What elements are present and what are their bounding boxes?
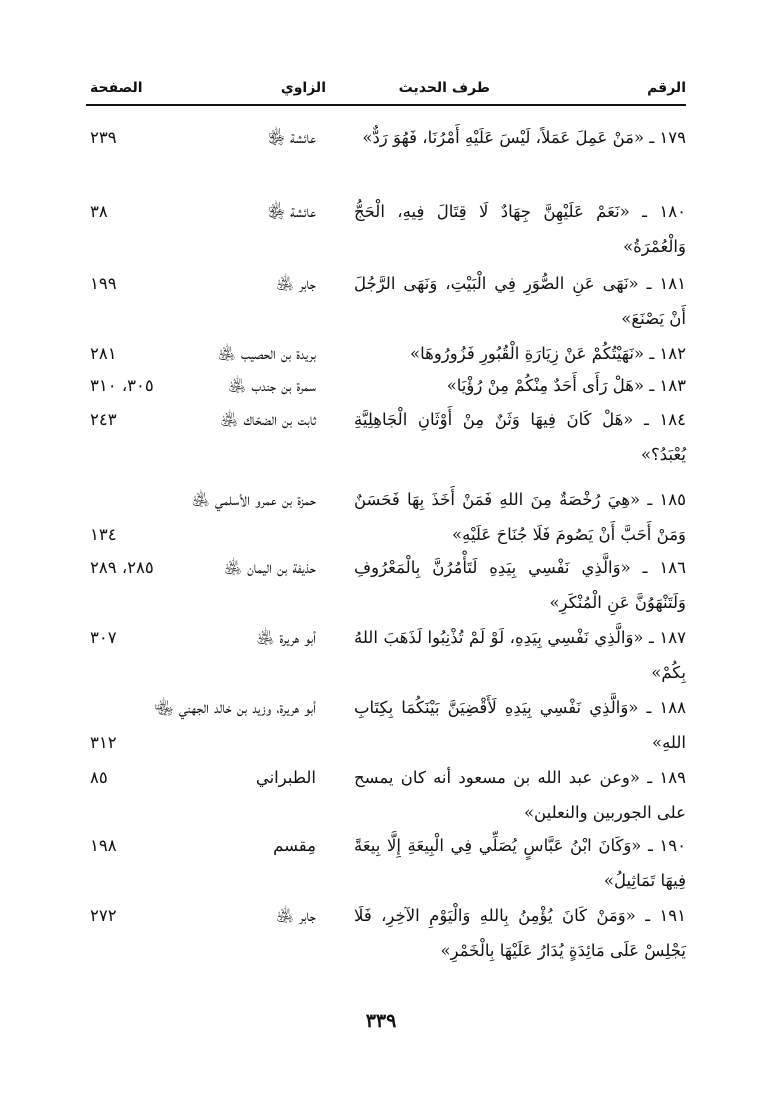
- hadith-text: ١٩١ ـ «وَمَنْ كَانَ يُؤْمِنُ بِاللهِ وَالْيَوْمِ الآخِرِ، فَلَا يَجْلِسْ عَلَى مَائِدَةٍ يُدَارُ عَلَيْهَا بِالْخَمْرِ»: [354, 906, 686, 960]
- page-number: ٣١٢: [90, 733, 117, 752]
- page-number: ١٩٨: [90, 836, 117, 855]
- hadith-text: ١٨٦ ـ «وَالَّذِي نَفْسِي بِيَدِهِ لَتَأْمُرُنَّ بِالْمَعْرُوفِ وَلَتَنْهَوُنَّ عَنِ الْمُنْكَرِ»: [354, 558, 686, 612]
- table-header: [86, 74, 686, 106]
- hadith-text: ١٨٠ ـ «نَعَمْ عَلَيْهِنَّ جِهَادٌ لَا قِتَالَ فِيهِ، الْحَجُّ وَالْعُمْرَةُ»: [354, 202, 686, 256]
- narrator: حذيفة بن اليمان ﵁: [223, 558, 316, 577]
- page-number: ٢٨٥، ٢٨٩: [90, 558, 154, 577]
- page-number: ٨٥: [90, 768, 108, 787]
- header-number: الرقم: [647, 80, 686, 96]
- header-narrator: الزاوي: [280, 80, 326, 96]
- narrator: مِقسم: [273, 836, 316, 855]
- narrator: جابر ﵁: [275, 906, 316, 925]
- page-number: ٢٤٣: [90, 410, 117, 429]
- hadith-text: ١٨٧ ـ «وَالَّذِي نَفْسِي بِيَدِهِ، لَوْ لَمْ تُذْنِبُوا لَذَهَبَ اللهُ بِكُمْ»: [354, 628, 686, 682]
- header-page: الصفحة: [90, 80, 143, 96]
- narrator: جابر ﵁: [275, 274, 316, 293]
- hadith-text: ١٨٤ ـ «هَلْ كَانَ فِيهَا وَثَنٌ مِنْ أَوْثَانِ الْجَاهِلِيَّةِ يُعْبَدُ؟»: [354, 410, 686, 464]
- page-number: ٢٧٢: [90, 906, 117, 925]
- page-number: ٢٨١: [90, 344, 117, 363]
- narrator: عائشة ﵂: [268, 202, 316, 221]
- hadith-text: ١٨٨ ـ «وَالَّذِي نَفْسِي بِيَدِهِ لَأَقْضِيَنَّ بَيْنَكُمَا بِكِتَابِ اللهِ»: [354, 698, 686, 752]
- narrator: بريدة بن الحصيب ﵁: [217, 344, 316, 363]
- narrator: ثابت بن الضحّاك ﵁: [220, 410, 316, 429]
- header-hadith: طرف الحديث: [398, 80, 490, 96]
- page-number: ٣٠٥، ٣١٠: [90, 376, 154, 395]
- narrator: عائشة ﵂: [268, 128, 316, 147]
- hadith-text: ١٨١ ـ «نَهَى عَنِ الصُّوَرِ فِي الْبَيْتِ، وَنَهَى الرَّجُلَ أَنْ يَصْنَعَ»: [354, 274, 686, 328]
- narrator: أبو هريرة، وزيد بن خالد الجهني ﵄: [154, 698, 316, 717]
- hadith-text: ١٨٥ ـ «هِيَ رُخْصَةٌ مِنَ اللهِ فَمَنْ أَخَذَ بِهَا فَحَسَنٌ وَمَنْ أَحَبَّ أَنْ يَصُومَ فَلَا جُنَاحَ عَلَيْهِ»: [354, 490, 686, 544]
- narrator: حمزة بن عمرو الأسلمي ﵁: [191, 490, 316, 509]
- page-number: ٢٣٩: [90, 128, 117, 147]
- page-number: ١٣٤: [90, 525, 117, 544]
- page-folio-number: ٣٣٩: [365, 1010, 397, 1032]
- hadith-text: ١٧٩ ـ «مَنْ عَمِلَ عَمَلاً، لَيْسَ عَلَيْهِ أَمْرُنَا، فَهُوَ رَدٌّ»: [362, 128, 686, 147]
- page-number: ٣٠٧: [90, 628, 117, 647]
- narrator: الطبراني: [255, 768, 316, 787]
- hadith-text: ١٨٢ ـ «نَهَيْتُكُمْ عَنْ زِيَارَةِ الْقُبُورِ فَزُورُوهَا»: [410, 344, 686, 363]
- narrator: أبو هريرة ﵁: [256, 628, 316, 647]
- page-number: ٣٨: [90, 202, 108, 221]
- hadith-text: ١٨٩ ـ «وعن عبد الله بن مسعود أنه كان يمسح على الجوربين والنعلين»: [354, 768, 686, 822]
- hadith-text: ١٨٣ ـ «هَلْ رَأَى أَحَدٌ مِنْكُمْ مِنْ رُؤْيَا»: [446, 376, 686, 395]
- narrator: سمرة بن جندب ﵁: [228, 376, 316, 395]
- hadith-text: ١٩٠ ـ «وَكَانَ ابْنُ عَبَّاسٍ يُصَلِّي فِي الْبِيعَةِ إِلَّا بِيعَةً فِيهَا تَمَاثِيلُ»: [354, 836, 686, 890]
- page-number: ١٩٩: [90, 274, 117, 293]
